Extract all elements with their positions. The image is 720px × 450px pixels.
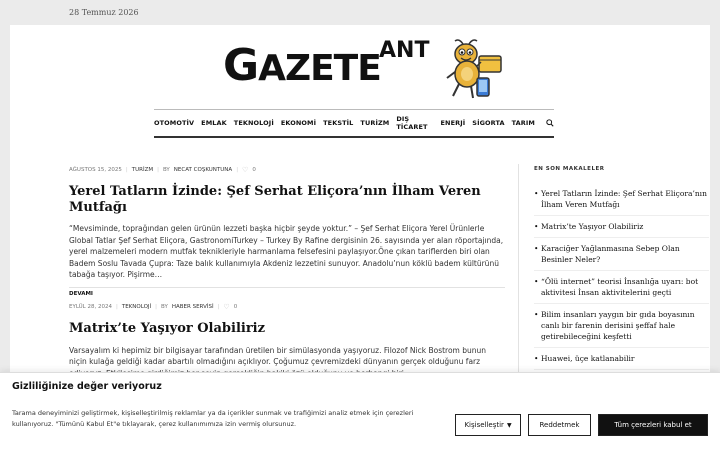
- sidebar-item[interactable]: • “Ölü internet” teorisi İnsanlığa uyarı: bot aktivitesi İnsan aktivitelerini geçti: [534, 276, 709, 304]
- sidebar-divider: [518, 164, 519, 374]
- logo-wordmark: GAZETE: [223, 40, 381, 91]
- article-divider: [69, 287, 505, 288]
- sidebar-item[interactable]: • Karaciğer Yağlanmasına Sebep Olan Besinler Neler?: [534, 243, 709, 271]
- nav-item-turizm[interactable]: TURİZM: [360, 119, 390, 127]
- nav-item-otomotiv[interactable]: OTOMOTİV: [154, 119, 195, 127]
- nav-item-tarim[interactable]: TARIM: [511, 119, 535, 127]
- nav-item-enerji[interactable]: ENERJİ: [440, 119, 466, 127]
- article-category-link[interactable]: TURİZM: [131, 167, 154, 173]
- caret-down-icon: ▼: [506, 421, 512, 429]
- article-by: BY: [162, 167, 170, 173]
- article-category-link[interactable]: TEKNOLOJİ: [121, 304, 152, 310]
- article-likes: 0: [252, 167, 256, 173]
- sidebar-heading: EN SON MAKALELER: [534, 166, 605, 172]
- sidebar-item[interactable]: • Huawei, üçe katlanabilir: [534, 353, 709, 370]
- sidebar-list: [534, 188, 709, 370]
- article-author-link[interactable]: HABER SERVİSİ: [171, 304, 214, 310]
- nav-item-tekstil[interactable]: TEKSTİL: [323, 119, 354, 127]
- ant-mascot-icon: [441, 38, 511, 104]
- nav-item-dis-ticaret[interactable]: DIŞ TİCARET: [396, 115, 428, 131]
- cookie-text: Tarama deneyiminizi geliştirmek, kişiselleştirilmiş reklamlar ya da içerikler sunmak ve trafiğimizi analiz etmek için çerezleri kullanıyoruz. "Tümünü Kabul Et"e tıklayarak, çerez kullanımımıza izin vermiş olursunuz.: [12, 409, 414, 428]
- nav-item-emlak[interactable]: EMLAK: [201, 119, 227, 127]
- article-likes: 0: [233, 304, 238, 310]
- nav-item-teknoloji[interactable]: TEKNOLOJİ: [233, 119, 274, 127]
- article-author-link[interactable]: NECAT COŞKUNTUNA: [173, 167, 233, 173]
- article-date: AĞUSTOS 15, 2025: [69, 167, 122, 173]
- article-by: BY: [161, 304, 168, 310]
- nav-item-sigorta[interactable]: SİGORTA: [472, 119, 505, 127]
- sidebar-latest: [534, 166, 709, 375]
- cookie-title: Gizliliğinize değer veriyoruz: [12, 381, 162, 392]
- search-icon[interactable]: [546, 118, 554, 128]
- article-date: EYLÜL 28, 2024: [69, 304, 112, 310]
- article-excerpt: Varsayalım ki hepimiz bir bilgisayar tarafından üretilen bir simülasyonda yaşıyoruz. Filozof Nick Bostrom bunun niçin kulağa geldiği kadar abartılı olmadığını açıklıyor. Çoğumuz çevremizdeki dünyanın gerçek olduğunu farz: [69, 345, 487, 367]
- article-meta: EYLÜL 28, 2024 | TEKNOLOJİ | BY HABER SERVİSİ | ♡ 0: [69, 303, 238, 311]
- nav-item-ekonomi[interactable]: EKONOMİ: [280, 119, 317, 127]
- logo-ant-text: ANT: [379, 38, 430, 63]
- article-title-link[interactable]: Matrix’te Yaşıyor Olabiliriz: [69, 321, 265, 336]
- site-logo[interactable]: [213, 38, 513, 108]
- header-date: 28 Temmuz 2026: [69, 8, 139, 17]
- read-more-link[interactable]: DEVAMI: [69, 290, 93, 297]
- customize-button[interactable]: [455, 414, 521, 436]
- customize-label: Kişiselleştir: [464, 421, 504, 429]
- nav-bottom-rule: [154, 136, 554, 138]
- article-meta: AĞUSTOS 15, 2025 | TURİZM | BY NECAT COŞKUNTUNA | ♡ 0: [69, 166, 256, 174]
- article-excerpt: “Mevsiminde, toprağından gelen ürünün lezzeti başka hiçbir şeyde yoktur.” – Şef Serhat Eliçora Yerel Ürünlerle Global Tatlar Şef Serhat Eliçora, GastronomiTurkey – Turkey By Rafine dergisinin 26. sayısında yer alan röportajında, yerel malzemeleri modern mutfak teknikleriyle harmanlama felsefesini paylaşıyor.Öne çıkan tariflerden biri olan Badem Soslu Tavada Çupra: Taze balık kullanımıyla Akdeniz lezzetini sunuyor. Anadolu’nun köklü badem kültürünü tabağa taşıyor. Pişirme…: [69, 224, 504, 280]
- accept-all-button[interactable]: Tüm çerezleri kabul et: [598, 414, 708, 436]
- article-card: [69, 166, 505, 297]
- sidebar-item[interactable]: • Yerel Tatların İzinde: Şef Serhat Eliçora’nın İlham Veren Mutfağı: [534, 188, 709, 216]
- heart-icon[interactable]: ♡: [223, 303, 230, 311]
- heart-icon[interactable]: ♡: [242, 166, 249, 174]
- reject-button[interactable]: Reddetmek: [528, 414, 591, 436]
- article-title-link[interactable]: Yerel Tatların İzinde: Şef Serhat Eliçora’nın İlham Veren Mutfağı: [69, 184, 481, 215]
- article-card: [69, 303, 505, 379]
- cookie-banner: [0, 372, 720, 450]
- sidebar-item[interactable]: • Bilim insanları yaygın bir gıda boyasının canlı bir farenin derisini şeffaf hale getirebileceğini keşfetti: [534, 309, 709, 348]
- main-nav: [154, 110, 554, 136]
- sidebar-item[interactable]: • Matrix’te Yaşıyor Olabiliriz: [534, 221, 709, 238]
